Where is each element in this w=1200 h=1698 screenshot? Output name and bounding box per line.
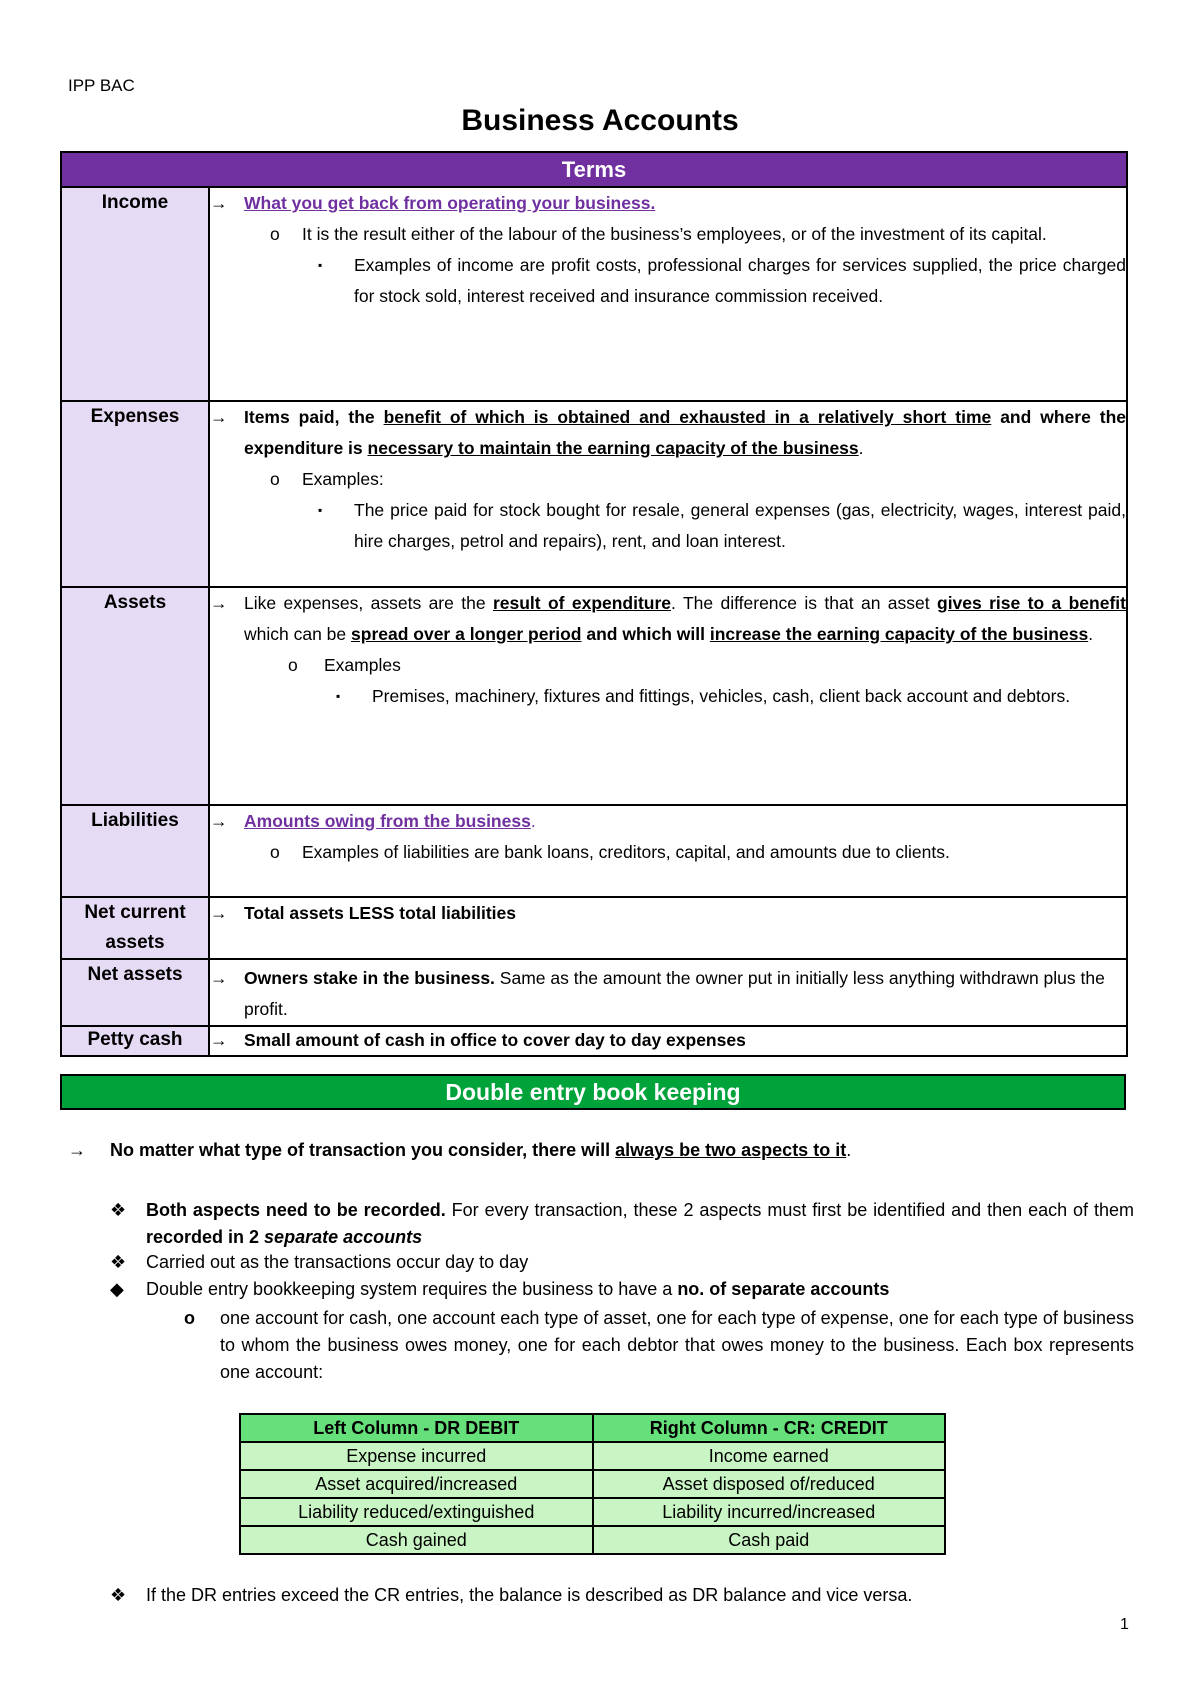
bullet-item-4 [110, 1585, 912, 1606]
credit-cell: Income earned [593, 1442, 946, 1470]
text-span: Items paid, the [244, 407, 384, 427]
arrow-icon: → [210, 1030, 228, 1050]
square-bullet-icon: ▪ [318, 258, 323, 272]
table-row [240, 1442, 945, 1470]
income-sub-text: It is the result either of the labour of the business’s employees, or of the investment of its capital. [302, 224, 1047, 244]
debit-cell: Asset acquired/increased [240, 1470, 593, 1498]
sub-bullet-accounts [184, 1305, 1134, 1386]
underlined-text: increase the earning capacity of the business [709, 624, 1089, 644]
text-span: For every transaction, these 2 aspects must first be identified and then each of them [445, 1200, 1134, 1220]
text-span: no. of separate accounts [677, 1279, 890, 1299]
circle-bullet-icon: o [270, 469, 280, 489]
bullet-text: Carried out as the transactions occur day to day [146, 1252, 529, 1272]
diamond-bullet-icon: ❖ [110, 1585, 127, 1605]
net-assets-definition-rest: Same as the amount the owner put in initially less anything withdrawn plus the profit. [244, 968, 1105, 1019]
net-current-assets-definition: Total assets LESS total liabilities [244, 903, 516, 923]
underlined-text: necessary to maintain the earning capacity of the business [367, 438, 859, 458]
diamond-bullet-icon: ◆ [110, 1279, 124, 1299]
term-definition [209, 897, 1127, 959]
debit-cell: Cash gained [240, 1526, 593, 1554]
circle-bullet-icon: o [270, 842, 280, 862]
term-label: Petty cash [61, 1026, 209, 1056]
income-definition: What you get back from operating your business. [244, 193, 656, 213]
liabilities-sub-text: Examples of liabilities are bank loans, creditors, capital, and amounts due to clients. [302, 842, 950, 862]
term-label: Net current assets [61, 897, 209, 959]
underlined-text: result of expenditure [492, 593, 672, 613]
text-span: No matter what type of transaction you consider, there will [110, 1140, 616, 1160]
text-span: . [530, 811, 536, 831]
arrow-icon: → [210, 193, 228, 213]
term-label: Net assets [61, 959, 209, 1026]
header-left-text: IPP BAC [68, 76, 135, 95]
double-entry-intro [68, 1140, 851, 1161]
text-span: Like expenses, assets are the [244, 593, 493, 613]
arrow-icon: → [210, 968, 228, 988]
assets-definition [244, 588, 1126, 650]
net-assets-definition-bold: Owners stake in the business. [244, 968, 495, 988]
text-span: . The difference is that an asset [671, 593, 937, 613]
table-row [240, 1470, 945, 1498]
debit-cell: Expense incurred [240, 1442, 593, 1470]
text-span: separate accounts [264, 1227, 423, 1247]
term-definition [209, 959, 1127, 1026]
underlined-text: gives rise to a benefit [937, 593, 1126, 613]
square-bullet-icon: ▪ [318, 503, 323, 517]
term-row-income [61, 187, 1127, 401]
term-row-net-assets [61, 959, 1127, 1026]
page-title: Business Accounts [461, 104, 739, 137]
expenses-sub-text: Examples: [302, 469, 384, 489]
circle-bullet-icon: o [270, 224, 280, 244]
arrow-icon: → [210, 811, 228, 831]
page-number: 1 [1120, 1616, 1129, 1633]
table-row [240, 1526, 945, 1554]
underlined-text: always be two aspects to it [615, 1140, 847, 1160]
term-row-net-current-assets [61, 897, 1127, 959]
text-span: and where the expenditure is [244, 407, 1126, 458]
square-bullet-icon: ▪ [336, 689, 341, 703]
text-span: . [846, 1140, 852, 1160]
term-row-assets [61, 587, 1127, 805]
text-span: Both aspects need to be recorded. [146, 1200, 446, 1220]
debit-cell: Liability reduced/extinguished [240, 1498, 593, 1526]
credit-cell: Liability incurred/increased [593, 1498, 946, 1526]
income-examples-text: Examples of income are profit costs, professional charges for services supplied, the price charged for stock sold, interest received and insurance commission received. [354, 255, 1126, 306]
text-span: and which will [581, 624, 710, 644]
terms-heading: Terms [61, 152, 1127, 187]
underlined-text: spread over a longer period [351, 624, 582, 644]
double-entry-heading: Double entry book keeping [60, 1074, 1126, 1110]
text-span: . [858, 438, 864, 458]
diamond-bullet-icon: ❖ [110, 1252, 127, 1272]
term-label: Expenses [61, 401, 209, 587]
table-row [240, 1498, 945, 1526]
bullet-item-3 [110, 1279, 889, 1300]
credit-cell: Cash paid [593, 1526, 946, 1554]
arrow-icon: → [210, 407, 228, 427]
text-span: which can be [244, 624, 352, 644]
bullet-item-2 [110, 1252, 528, 1273]
term-label: Assets [61, 587, 209, 805]
text-span: recorded in 2 [146, 1227, 265, 1247]
term-definition [209, 1026, 1127, 1056]
term-row-petty-cash [61, 1026, 1127, 1056]
debit-credit-table [239, 1413, 946, 1555]
diamond-bullet-icon: ❖ [110, 1200, 127, 1220]
underlined-text: benefit of which is obtained and exhausted in a relatively short time [383, 407, 992, 427]
arrow-icon: → [68, 1140, 86, 1160]
term-row-liabilities [61, 805, 1127, 897]
bullet-text: If the DR entries exceed the CR entries, the balance is described as DR balance and vice versa. [146, 1585, 913, 1605]
term-label: Income [61, 187, 209, 401]
bullet-item-1 [110, 1197, 1134, 1251]
right-column-header: Right Column - CR: CREDIT [593, 1414, 946, 1442]
term-definition [209, 401, 1127, 587]
liabilities-definition: Amounts owing from the business [244, 811, 531, 831]
expenses-examples-text: The price paid for stock bought for resale, general expenses (gas, electricity, wages, interest paid, hire charges, petrol and repairs), rent, and loan interest. [354, 500, 1126, 551]
circle-bullet-icon: o [288, 655, 298, 675]
expenses-definition [244, 402, 1126, 464]
term-label: Liabilities [61, 805, 209, 897]
assets-examples-text: Premises, machinery, fixtures and fittings, vehicles, cash, client back account and debtors. [372, 686, 1071, 706]
text-span: . [1088, 624, 1094, 644]
term-definition [209, 805, 1127, 897]
term-row-expenses [61, 401, 1127, 587]
arrow-icon: → [210, 903, 228, 923]
credit-cell: Asset disposed of/reduced [593, 1470, 946, 1498]
term-definition [209, 187, 1127, 401]
terms-table [60, 151, 1128, 1057]
petty-cash-definition: Small amount of cash in office to cover day to day expenses [244, 1030, 746, 1050]
circle-bullet-icon: o [184, 1308, 195, 1328]
text-span: Double entry bookkeeping system requires the business to have a [146, 1279, 678, 1299]
arrow-icon: → [210, 593, 228, 613]
sub-bullet-text: one account for cash, one account each type of asset, one for each type of expense, one for each type of business to whom the business owes money, one for each debtor that owes money to the business. Each box represents one account: [220, 1308, 1134, 1382]
left-column-header: Left Column - DR DEBIT [240, 1414, 593, 1442]
assets-sub-text: Examples [324, 655, 401, 675]
term-definition [209, 587, 1127, 805]
